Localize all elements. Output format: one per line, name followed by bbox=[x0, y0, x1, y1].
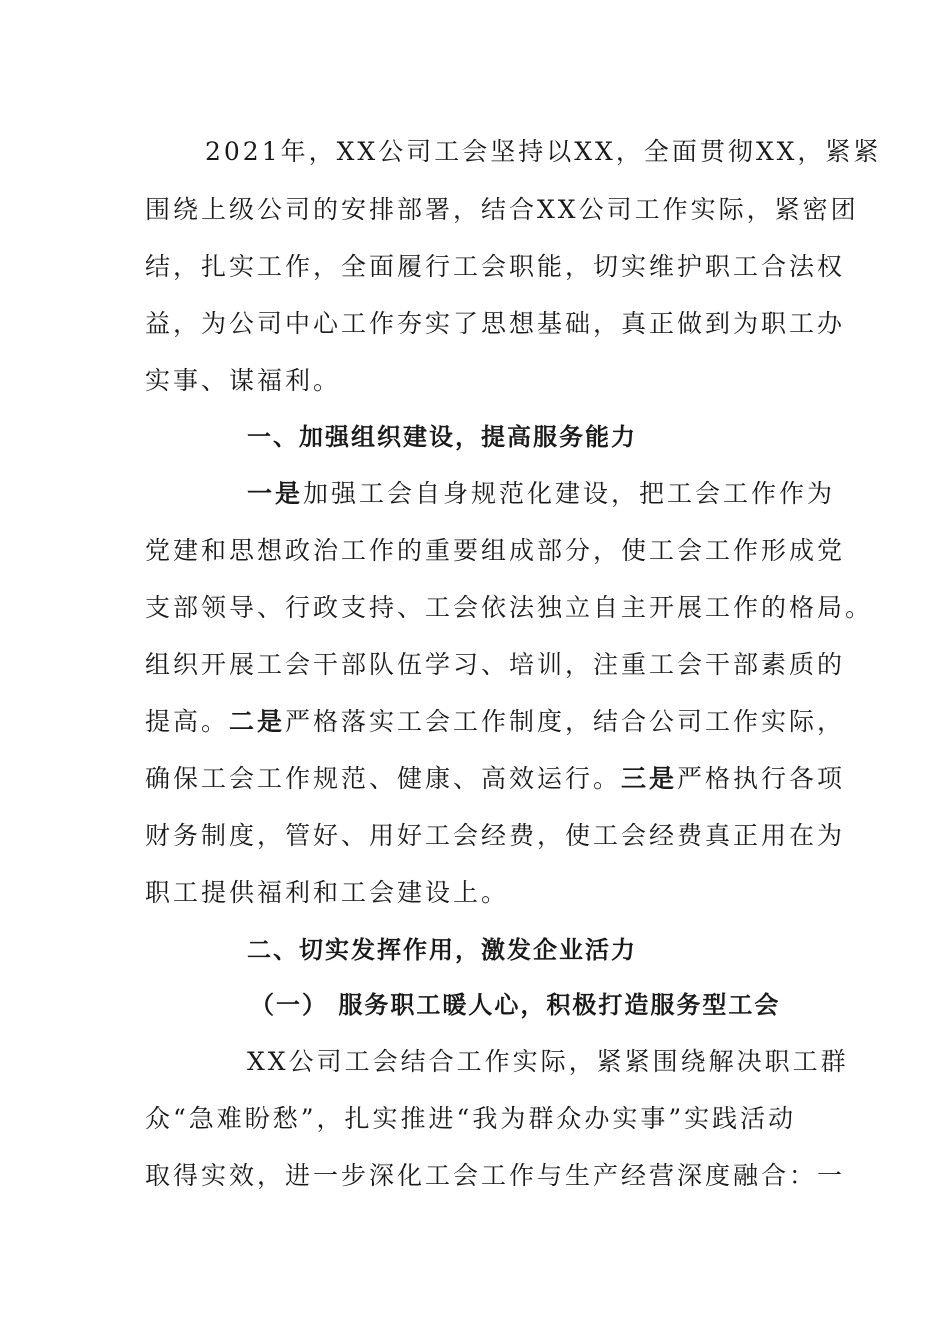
paragraph-2-line-4: 组织开展工会干部队伍学习、培训，注重工会干部素质的 bbox=[145, 650, 846, 679]
paragraph-2-line-1-text: 加强工会自身规范化建设，把工会工作作为 bbox=[303, 479, 836, 508]
paragraph-2-line-1 bbox=[247, 474, 907, 514]
paragraph-1-line-3: 结，扎实工作，全面履行工会职能，切实维护职工合法权 bbox=[145, 252, 846, 281]
paragraph-3-line-3: 取得实效，进一步深化工会工作与生产经营深度融合：一 bbox=[145, 1161, 846, 1190]
paragraph-1-line-2: 围绕上级公司的安排部署，结合XX公司工作实际，紧密团 bbox=[145, 195, 859, 224]
paragraph-2-line-3: 支部领导、行政支持、工会依法独立自主开展工作的格局。 bbox=[145, 593, 874, 622]
item-marker-1: 一是 bbox=[247, 479, 304, 508]
paragraph-1-line-1: 2021年，XX公司工会坚持以XX，全面贯彻XX，紧紧 bbox=[205, 137, 882, 166]
paragraph-2-line-6-pre: 确保工会工作规范、健康、高效运行。 bbox=[145, 764, 622, 793]
paragraph-2-line-8: 职工提供福利和工会建设上。 bbox=[145, 878, 510, 907]
paragraph-2-line-7: 财务制度，管好、用好工会经费，使工会经费真正用在为 bbox=[145, 821, 846, 850]
paragraph-3-line-1: XX公司工会结合工作实际，紧紧围绕解决职工群 bbox=[247, 1047, 849, 1076]
item-marker-2: 二是 bbox=[229, 707, 286, 736]
paragraph-2-line-6-text: 严格执行各项 bbox=[677, 764, 846, 793]
paragraph-1-line-4: 益，为公司中心工作夯实了思想基础，真正做到为职工办 bbox=[145, 309, 846, 338]
paragraph-2-line-5-text: 严格落实工会工作制度，结合公司工作实际， bbox=[285, 707, 846, 736]
paragraph-2-line-2: 党建和思想政治工作的重要组成部分，使工会工作形成党 bbox=[145, 536, 846, 565]
paragraph-2-line-5-pre: 提高。 bbox=[145, 707, 230, 736]
paragraph-1-line-5: 实事、谋福利。 bbox=[145, 366, 342, 395]
subsection-heading-2-1: （一） 服务职工暖人心，积极打造服务型工会 bbox=[250, 991, 781, 1019]
paragraph-2-line-5 bbox=[145, 702, 846, 742]
item-marker-3: 三是 bbox=[621, 764, 678, 793]
section-heading-1: 一、加强组织建设，提高服务能力 bbox=[247, 423, 637, 451]
section-heading-2: 二、切实发挥作用，激发企业活力 bbox=[247, 936, 637, 964]
paragraph-2-line-6 bbox=[145, 759, 846, 799]
paragraph-3-line-2: 众“急难盼愁”，扎实推进“我为群众办实事”实践活动 bbox=[145, 1104, 797, 1133]
